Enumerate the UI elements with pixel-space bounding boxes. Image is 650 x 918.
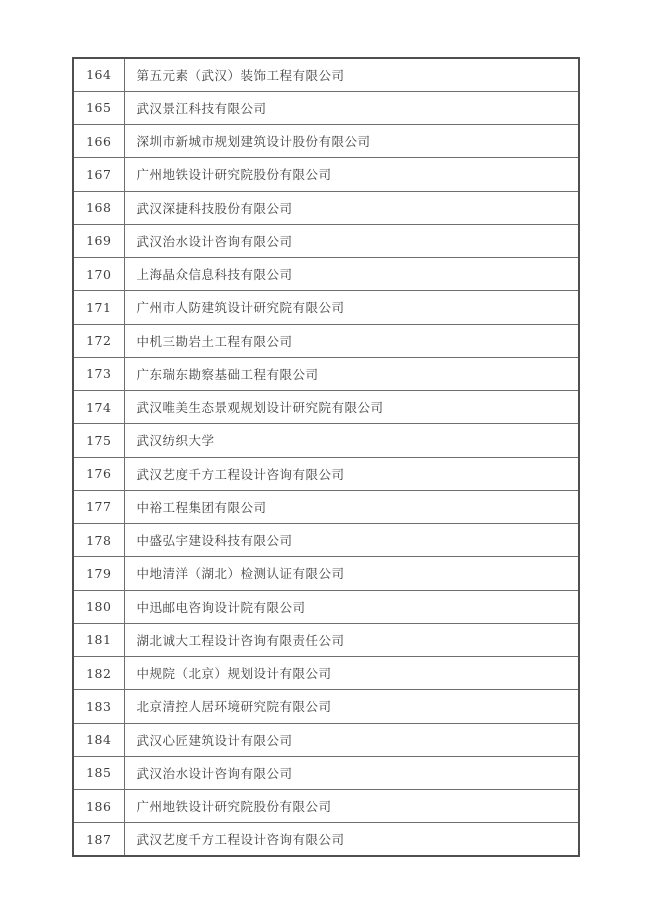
company-name: 武汉治水设计咨询有限公司 <box>124 756 579 789</box>
table-row <box>73 391 579 424</box>
table-row <box>73 324 579 357</box>
table-row <box>73 657 579 690</box>
table-row <box>73 424 579 457</box>
company-name: 上海晶众信息科技有限公司 <box>124 258 579 291</box>
row-index: 182 <box>73 657 124 690</box>
row-index: 174 <box>73 391 124 424</box>
table-row <box>73 756 579 789</box>
company-table-body <box>73 58 579 856</box>
company-name: 湖北诚大工程设计咨询有限责任公司 <box>124 623 579 656</box>
company-name: 中裕工程集团有限公司 <box>124 490 579 523</box>
company-name: 中规院（北京）规划设计有限公司 <box>124 657 579 690</box>
company-name: 广东瑞东勘察基础工程有限公司 <box>124 357 579 390</box>
row-index: 171 <box>73 291 124 324</box>
company-name: 武汉艺度千方工程设计咨询有限公司 <box>124 457 579 490</box>
company-name: 中地清洋（湖北）检测认证有限公司 <box>124 557 579 590</box>
row-index: 175 <box>73 424 124 457</box>
company-name: 武汉景江科技有限公司 <box>124 91 579 124</box>
table-row <box>73 291 579 324</box>
company-name: 深圳市新城市规划建筑设计股份有限公司 <box>124 125 579 158</box>
company-name: 第五元素（武汉）装饰工程有限公司 <box>124 58 579 91</box>
row-index: 177 <box>73 490 124 523</box>
row-index: 185 <box>73 756 124 789</box>
table-row <box>73 623 579 656</box>
row-index: 187 <box>73 823 124 856</box>
company-name: 中迅邮电咨询设计院有限公司 <box>124 590 579 623</box>
row-index: 180 <box>73 590 124 623</box>
company-name: 武汉艺度千方工程设计咨询有限公司 <box>124 823 579 856</box>
company-name: 武汉治水设计咨询有限公司 <box>124 224 579 257</box>
table-row <box>73 723 579 756</box>
table-row <box>73 58 579 91</box>
table-row <box>73 524 579 557</box>
row-index: 179 <box>73 557 124 590</box>
row-index: 186 <box>73 790 124 823</box>
table-row <box>73 224 579 257</box>
row-index: 178 <box>73 524 124 557</box>
company-table <box>72 57 580 857</box>
table-row <box>73 158 579 191</box>
table-row <box>73 790 579 823</box>
table-row <box>73 690 579 723</box>
company-name: 武汉心匠建筑设计有限公司 <box>124 723 579 756</box>
table-row <box>73 590 579 623</box>
row-index: 176 <box>73 457 124 490</box>
company-name: 广州市人防建筑设计研究院有限公司 <box>124 291 579 324</box>
table-row <box>73 125 579 158</box>
company-name: 广州地铁设计研究院股份有限公司 <box>124 790 579 823</box>
row-index: 165 <box>73 91 124 124</box>
company-name: 中机三勘岩土工程有限公司 <box>124 324 579 357</box>
table-row <box>73 191 579 224</box>
row-index: 169 <box>73 224 124 257</box>
row-index: 164 <box>73 58 124 91</box>
row-index: 166 <box>73 125 124 158</box>
row-index: 183 <box>73 690 124 723</box>
company-name: 中盛弘宇建设科技有限公司 <box>124 524 579 557</box>
company-name: 武汉唯美生态景观规划设计研究院有限公司 <box>124 391 579 424</box>
table-row <box>73 490 579 523</box>
row-index: 184 <box>73 723 124 756</box>
row-index: 172 <box>73 324 124 357</box>
row-index: 181 <box>73 623 124 656</box>
table-row <box>73 557 579 590</box>
table-row <box>73 258 579 291</box>
table-row <box>73 91 579 124</box>
table-row <box>73 823 579 856</box>
company-name: 武汉纺织大学 <box>124 424 579 457</box>
table-row <box>73 457 579 490</box>
row-index: 173 <box>73 357 124 390</box>
company-name: 武汉深捷科技股份有限公司 <box>124 191 579 224</box>
row-index: 168 <box>73 191 124 224</box>
row-index: 170 <box>73 258 124 291</box>
row-index: 167 <box>73 158 124 191</box>
company-name: 北京清控人居环境研究院有限公司 <box>124 690 579 723</box>
table-row <box>73 357 579 390</box>
company-name: 广州地铁设计研究院股份有限公司 <box>124 158 579 191</box>
